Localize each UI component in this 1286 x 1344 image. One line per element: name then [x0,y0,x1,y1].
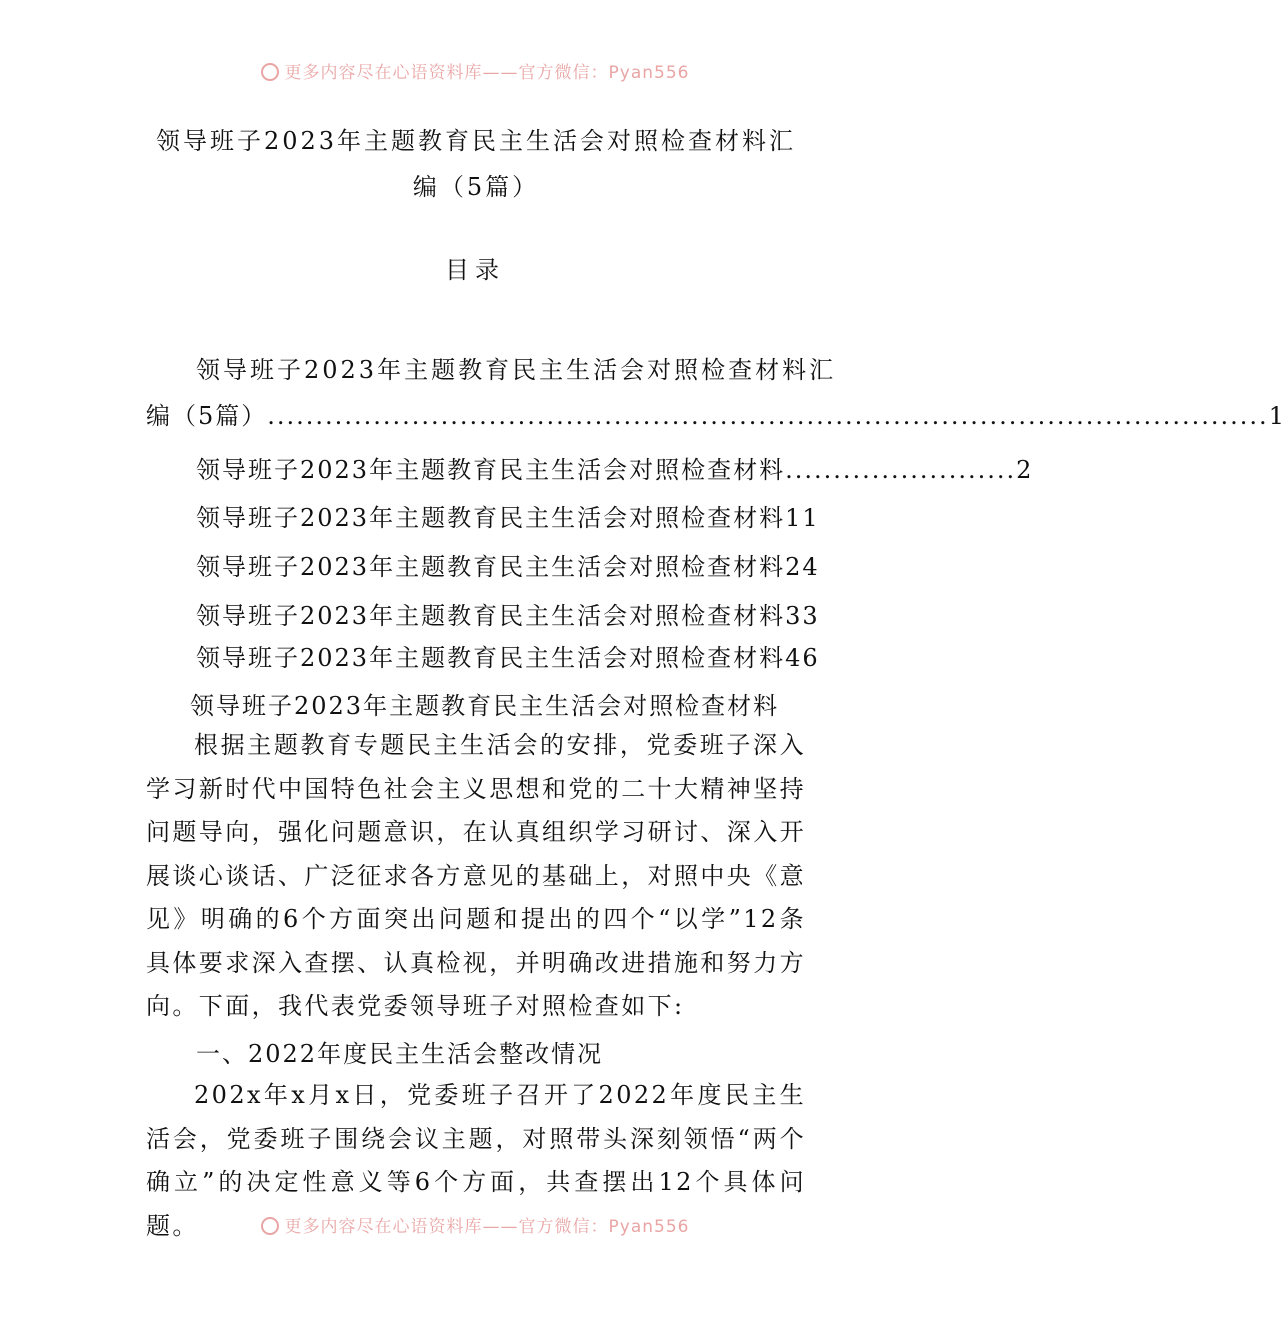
toc-entry-title: 领导班子2023年主题教育民主生活会对照检查材料 [196,602,786,630]
subheading-1: 一、2022年度民主生活会整改情况 [196,1040,604,1068]
toc-page-number: 46 [785,644,820,672]
toc-entry-1-line2: 编（5篇） [146,402,268,430]
toc-entry-4[interactable] [196,547,820,582]
body-paragraph-2: 202x年x月x日，党委班子召开了2022年度民主生活会，党委班子围绕会议主题，对照带头深刻领悟“两个确立”的决定性意义等6个方面，共查摆出12个具体问题。 [146,1081,806,1240]
toc-leader-dots: ........................................................................................................ [267,402,1269,430]
toc-entry-3[interactable] [196,498,820,533]
toc-entry-6[interactable] [196,638,820,673]
watermark-bottom [0,1212,950,1236]
body-paragraph-1: 根据主题教育专题民主生活会的安排，党委班子深入学习新时代中国特色社会主义思想和党的二十大精神坚持问题导向，强化问题意识，在认真组织学习研讨、深入开展谈心谈话、广泛征求各方意见的基础上，对照中央《意见》明确的6个方面突出问题和提出的四个“以学”12条具体要求深入查摆、认真检视，并明确改进措施和努力方向。下面，我代表党委领导班子对照检查如下: [146,731,806,1020]
toc-page-number: 33 [785,602,820,630]
toc-heading: 目录 [445,256,505,284]
toc-entry-title: 领导班子2023年主题教育民主生活会对照检查材料 [196,644,786,672]
toc-page-number: 1 [1268,402,1286,430]
logo-icon [261,1217,279,1235]
toc-entry-1[interactable] [146,396,1286,431]
document-title: 领导班子2023年主题教育民主生活会对照检查材料汇编（5篇） [155,127,797,201]
toc-page-number: 2 [1016,456,1034,484]
toc-leader-dots: ........................ [785,456,1017,484]
toc-page-number: 11 [785,504,820,532]
toc-page-number: 24 [785,553,820,581]
toc-entry-2[interactable] [196,450,1034,485]
watermark-text: 更多内容尽在心语资料库——官方微信：Pyan556 [284,63,690,83]
toc-entry-5[interactable] [196,596,820,631]
watermark-text: 更多内容尽在心语资料库——官方微信：Pyan556 [284,1217,690,1237]
watermark-top [0,58,950,82]
toc-entry-title: 领导班子2023年主题教育民主生活会对照检查材料 [196,553,786,581]
section-title: 领导班子2023年主题教育民主生活会对照检查材料 [190,692,780,720]
toc-entry-title: 领导班子2023年主题教育民主生活会对照检查材料 [196,504,786,532]
toc-entry-title: 领导班子2023年主题教育民主生活会对照检查材料 [196,456,786,484]
logo-icon [261,63,279,81]
toc-entry-1-line1[interactable]: 领导班子2023年主题教育民主生活会对照检查材料汇 [196,356,837,384]
